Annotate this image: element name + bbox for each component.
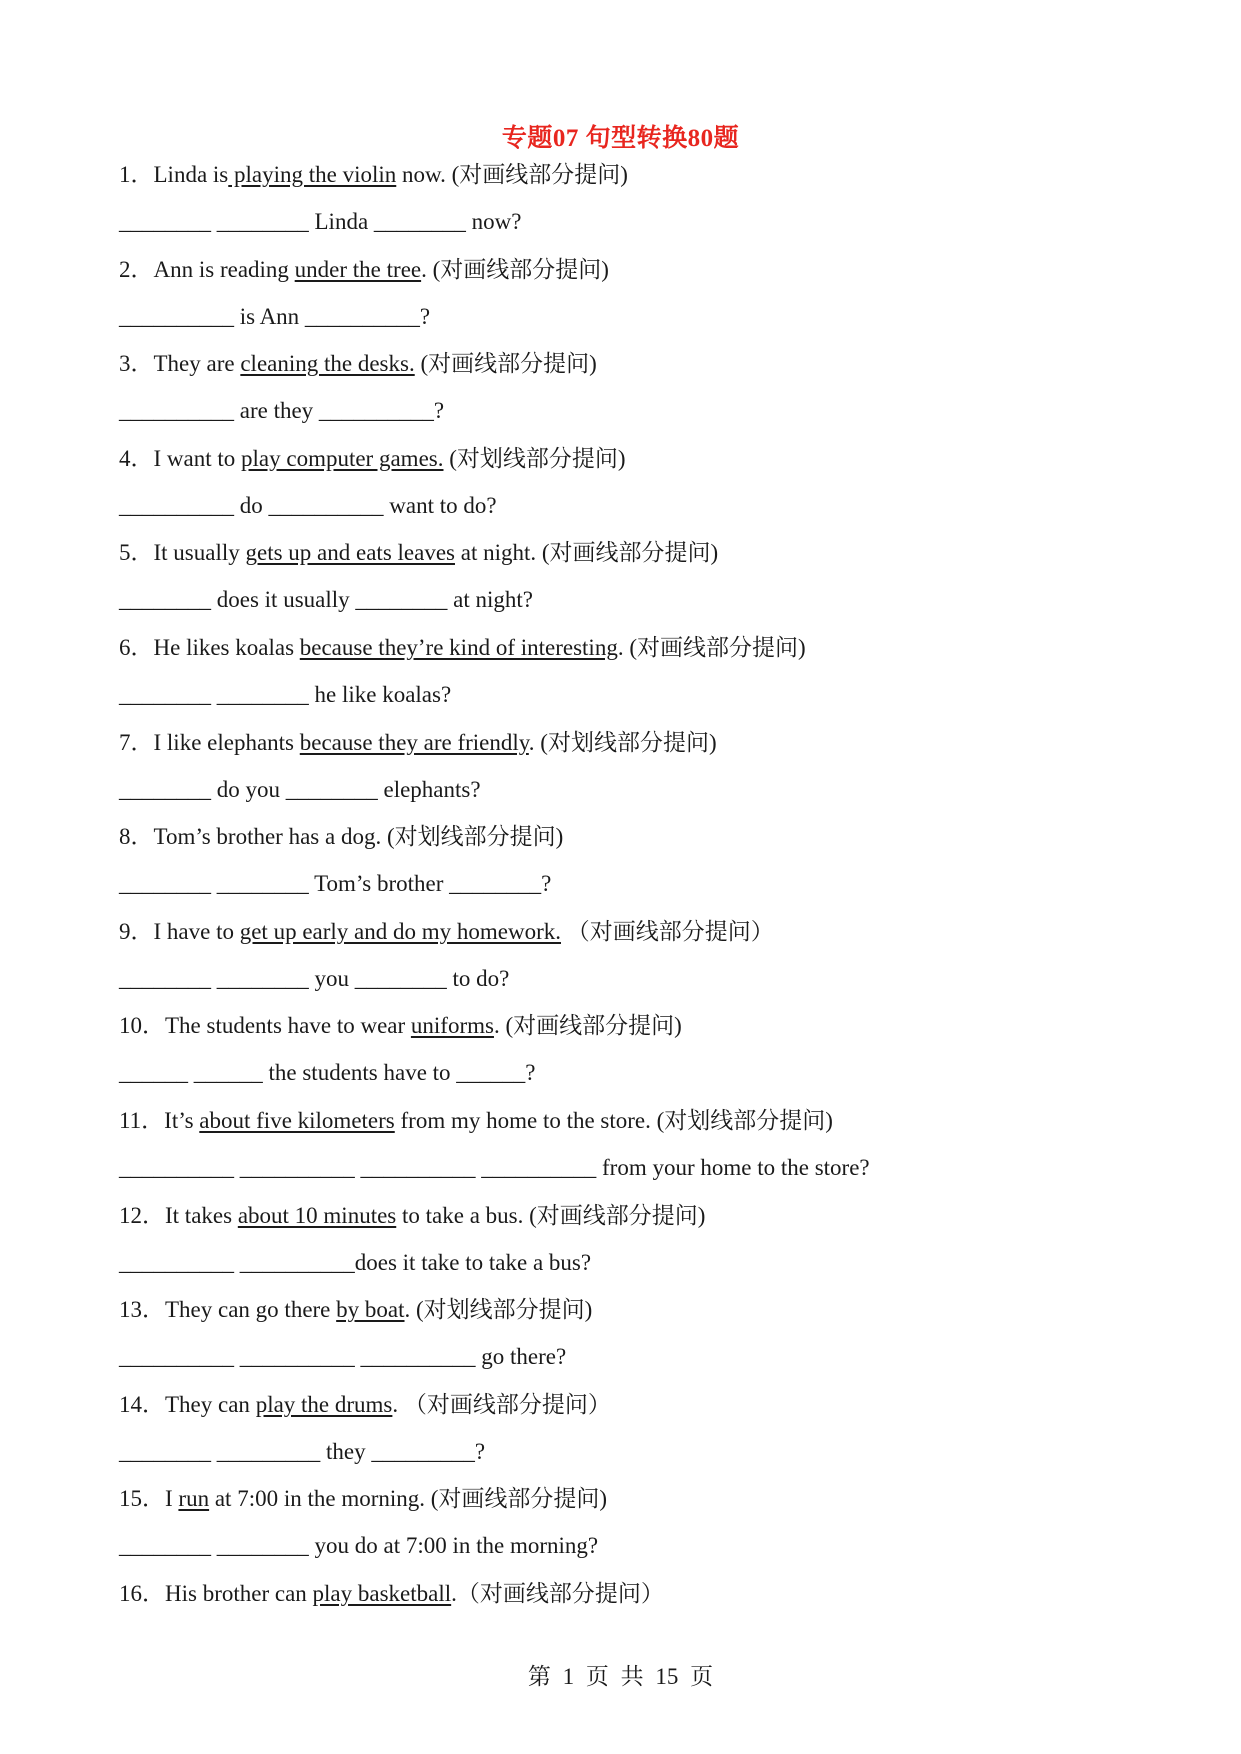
question-number: 11．: [119, 1107, 165, 1133]
question-number: 5．: [119, 540, 154, 566]
question-text: at 7:00 in the morning. (对画线部分提问): [209, 1486, 608, 1512]
question-prompt: [119, 255, 609, 285]
question-prompt: [119, 1011, 682, 1041]
answer-blank-line: __________ are they __________?: [119, 398, 445, 424]
question-text: I: [165, 1486, 179, 1512]
answer-blank-line: ________ ________ he like koalas?: [119, 681, 452, 707]
question-prompt: [119, 1201, 705, 1231]
underlined-phrase: by boat: [336, 1297, 405, 1323]
question-number: 6．: [119, 634, 154, 660]
question-list: [119, 160, 1159, 1674]
question-number: 13．: [119, 1297, 165, 1323]
question-text: . (对划线部分提问): [404, 1297, 593, 1323]
answer-blank-line: __________ __________ __________ __________ from your home to the store?: [119, 1154, 870, 1180]
question-item: [119, 1484, 1159, 1579]
question-prompt: [119, 1484, 607, 1514]
answer-blank-line: ______ ______ the students have to ______?: [119, 1060, 536, 1086]
question-text: （对画线部分提问）: [561, 918, 774, 944]
question-text: . (对画线部分提问): [493, 1013, 682, 1039]
answer-blank-line: __________ is Ann __________?: [119, 303, 431, 329]
question-item: [119, 917, 1159, 1012]
question-item: [119, 1390, 1159, 1485]
question-prompt: [119, 538, 718, 568]
page-title: 专题07 句型转换80题: [501, 125, 740, 152]
question-number: 15．: [119, 1486, 165, 1512]
question-text: (对划线部分提问): [443, 445, 626, 471]
question-text: . （对画线部分提问）: [392, 1391, 611, 1417]
question-item: [119, 822, 1159, 917]
question-text: now. (对画线部分提问): [396, 162, 628, 187]
question-number: 16．: [119, 1580, 165, 1606]
question-text: . (对划线部分提问): [528, 729, 717, 755]
question-text: . (对画线部分提问): [421, 256, 609, 282]
answer-blank-line: ________ ________ Linda ________ now?: [119, 209, 522, 234]
question-number: 2．: [119, 256, 154, 282]
question-item: [119, 1106, 1159, 1201]
underlined-phrase: play the drums: [255, 1391, 393, 1417]
answer-blank-line: ________ _________ they _________?: [119, 1438, 486, 1464]
question-item: [119, 1201, 1159, 1296]
answer-blank-line: ________ ________ you ________ to do?: [119, 965, 510, 991]
question-prompt: [119, 1579, 664, 1609]
question-prompt: [119, 633, 806, 663]
underlined-phrase: get up early and do my homework.: [239, 918, 561, 944]
question-text: I like elephants: [153, 729, 300, 755]
question-number: 8．: [119, 824, 154, 850]
page-footer: 第 1 页 共 15 页: [527, 1664, 714, 1689]
question-number: 9．: [119, 918, 154, 944]
question-prompt: [119, 728, 717, 758]
question-item: [119, 538, 1159, 633]
question-text: Tom’s brother has a dog. (对划线部分提问): [153, 824, 564, 850]
question-item: [119, 255, 1159, 350]
question-item: [119, 444, 1159, 539]
question-number: 12．: [119, 1202, 165, 1228]
question-item: [119, 1295, 1159, 1390]
question-text: to take a bus. (对画线部分提问): [396, 1202, 706, 1228]
answer-blank-line: ________ do you ________ elephants?: [119, 776, 481, 802]
question-number: 10．: [119, 1013, 165, 1039]
answer-blank-line: ________ ________ Tom’s brother ________?: [119, 871, 552, 897]
answer-blank-line: __________ __________ __________ go there?: [119, 1344, 567, 1370]
underlined-phrase: gets up and eats leaves: [245, 540, 455, 566]
question-item: [119, 1011, 1159, 1106]
underlined-phrase: about five kilometers: [199, 1107, 395, 1133]
question-prompt: [119, 160, 628, 190]
question-text: It takes: [165, 1202, 238, 1228]
answer-blank-line: ________ ________ you do at 7:00 in the morning?: [119, 1533, 599, 1559]
question-prompt: [119, 1295, 592, 1325]
question-number: 1．: [119, 162, 154, 187]
question-prompt: [119, 917, 774, 947]
question-text: Linda is: [153, 162, 229, 187]
question-text: I have to: [153, 918, 240, 944]
question-text: from my home to the store. (对划线部分提问): [394, 1107, 833, 1133]
question-item: [119, 633, 1159, 728]
question-text: His brother can: [165, 1580, 313, 1606]
question-prompt: [119, 1106, 833, 1136]
underlined-phrase: play computer games.: [241, 445, 444, 471]
question-number: 14．: [119, 1391, 165, 1417]
question-text: It’s: [164, 1107, 200, 1133]
question-text: . (对画线部分提问): [617, 634, 806, 660]
question-prompt: [119, 822, 563, 852]
question-text: (对画线部分提问): [414, 351, 597, 377]
answer-blank-line: __________ __________does it take to take a bus?: [119, 1249, 592, 1275]
question-text: at night. (对画线部分提问): [454, 540, 719, 566]
question-text: Ann is reading: [153, 256, 295, 282]
answer-blank-line: ________ does it usually ________ at night?: [119, 587, 533, 613]
underlined-phrase: uniforms: [410, 1013, 494, 1039]
answer-blank-line: __________ do __________ want to do?: [119, 492, 497, 518]
question-text: .（对画线部分提问）: [451, 1580, 664, 1606]
question-prompt: [119, 1390, 611, 1420]
question-text: They can: [165, 1391, 256, 1417]
question-number: 4．: [119, 445, 154, 471]
underlined-phrase: play basketball: [312, 1580, 452, 1606]
question-number: 3．: [119, 351, 154, 377]
underlined-phrase: cleaning the desks.: [240, 351, 415, 377]
underlined-phrase: because they’re kind of interesting: [299, 634, 618, 660]
question-item: [119, 349, 1159, 444]
question-item: [119, 160, 1159, 255]
question-prompt: [119, 349, 597, 379]
underlined-phrase: under the tree: [294, 256, 422, 282]
question-text: It usually: [153, 540, 246, 566]
underlined-phrase: playing the violin: [228, 162, 397, 187]
question-text: The students have to wear: [165, 1013, 411, 1039]
question-text: He likes koalas: [153, 634, 300, 660]
question-text: I want to: [153, 445, 242, 471]
question-item: [119, 728, 1159, 823]
question-prompt: [119, 444, 626, 474]
underlined-phrase: because they are friendly: [299, 729, 529, 755]
question-text: They are: [153, 351, 241, 377]
question-number: 7．: [119, 729, 154, 755]
question-text: They can go there: [165, 1297, 337, 1323]
underlined-phrase: about 10 minutes: [237, 1202, 397, 1228]
underlined-phrase: run: [178, 1486, 210, 1512]
